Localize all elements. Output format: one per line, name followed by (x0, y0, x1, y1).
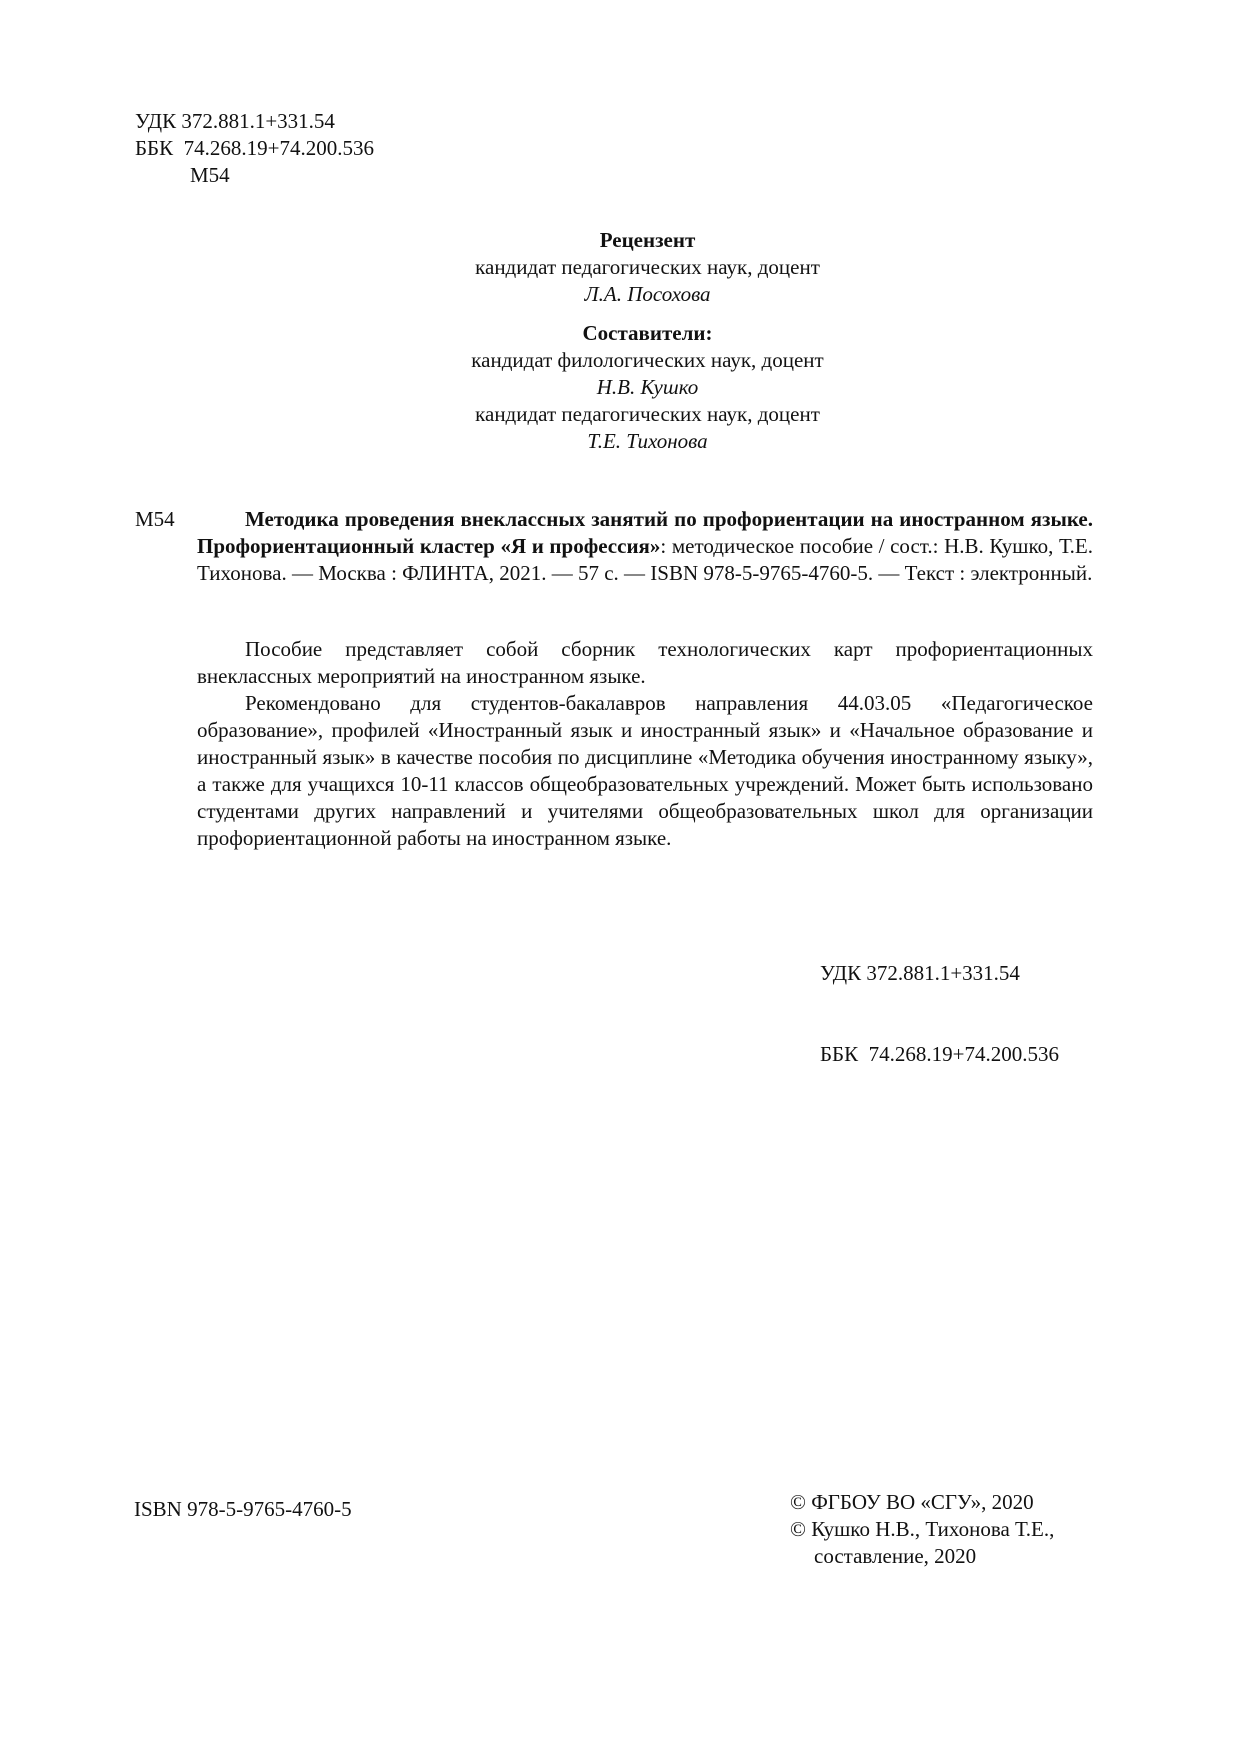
bibliographic-record (197, 506, 1093, 587)
reviewer-name: Л.А. Посохова (584, 282, 711, 306)
udk-code: УДК 372.881.1+331.54 (820, 961, 1020, 985)
bibliographic-code: М54 (135, 507, 175, 531)
compilers-block (400, 320, 895, 455)
udk-bbk-header (135, 108, 374, 189)
compiler-name: Т.Е. Тихонова (587, 429, 708, 453)
copyright-line: составление, 2020 (814, 1544, 977, 1568)
reviewer-block (400, 227, 895, 308)
reviewer-heading: Рецензент (599, 228, 696, 252)
compilers-heading: Составители: (582, 321, 713, 345)
copyright-line: © Кушко Н.В., Тихонова Т.Е., (790, 1517, 1055, 1541)
book-details: : методическое пособие / сост.: Н.В. Кушко, Т.Е. Тихонова. — Москва : ФЛИНТА, 2021. — 57 с. — ISBN 978-5-9765-4760-5. — Текст : электронный. (197, 534, 1093, 585)
compiler-name: Н.В. Кушко (596, 375, 699, 399)
bbk-code: ББК 74.268.19+74.200.536 (135, 136, 374, 160)
copyright-block (790, 1489, 1054, 1570)
copyright-line: © ФГБОУ ВО «СГУ», 2020 (790, 1490, 1034, 1514)
compiler-title: кандидат филологических наук, доцент (471, 348, 824, 372)
annotation (197, 636, 1093, 852)
bbk-code: ББК 74.268.19+74.200.536 (820, 1042, 1059, 1066)
author-code: М54 (190, 163, 230, 187)
udk-bbk-footer (820, 906, 1059, 1122)
book-title: Методика проведения внеклассных занятий по профориентации на иностранном языке. Профориентационный кластер «Я и профессия» (197, 507, 1093, 558)
compiler-title: кандидат педагогических наук, доцент (475, 402, 820, 426)
udk-code: УДК 372.881.1+331.54 (135, 109, 335, 133)
isbn: ISBN 978-5-9765-4760-5 (134, 1497, 352, 1521)
reviewer-title: кандидат педагогических наук, доцент (475, 255, 820, 279)
annotation-paragraph: Рекомендовано для студентов-бакалавров направления 44.03.05 «Педагогическое образование», профилей «Иностранный язык и иностранный язык» и «Начальное образование и иностранный язык» в качестве пособия по дисциплине «Методика обучения иностранному языку», а также для учащихся 10-11 классов общеобразовательных учреждений. Может быть использовано студентами других направлений и учителями общеобразовательных школ для организации профориентационной работы на иностранном языке. (197, 691, 1093, 850)
annotation-paragraph: Пособие представляет собой сборник технологических карт профориентационных внеклассных мероприятий на иностранном языке. (197, 637, 1093, 688)
